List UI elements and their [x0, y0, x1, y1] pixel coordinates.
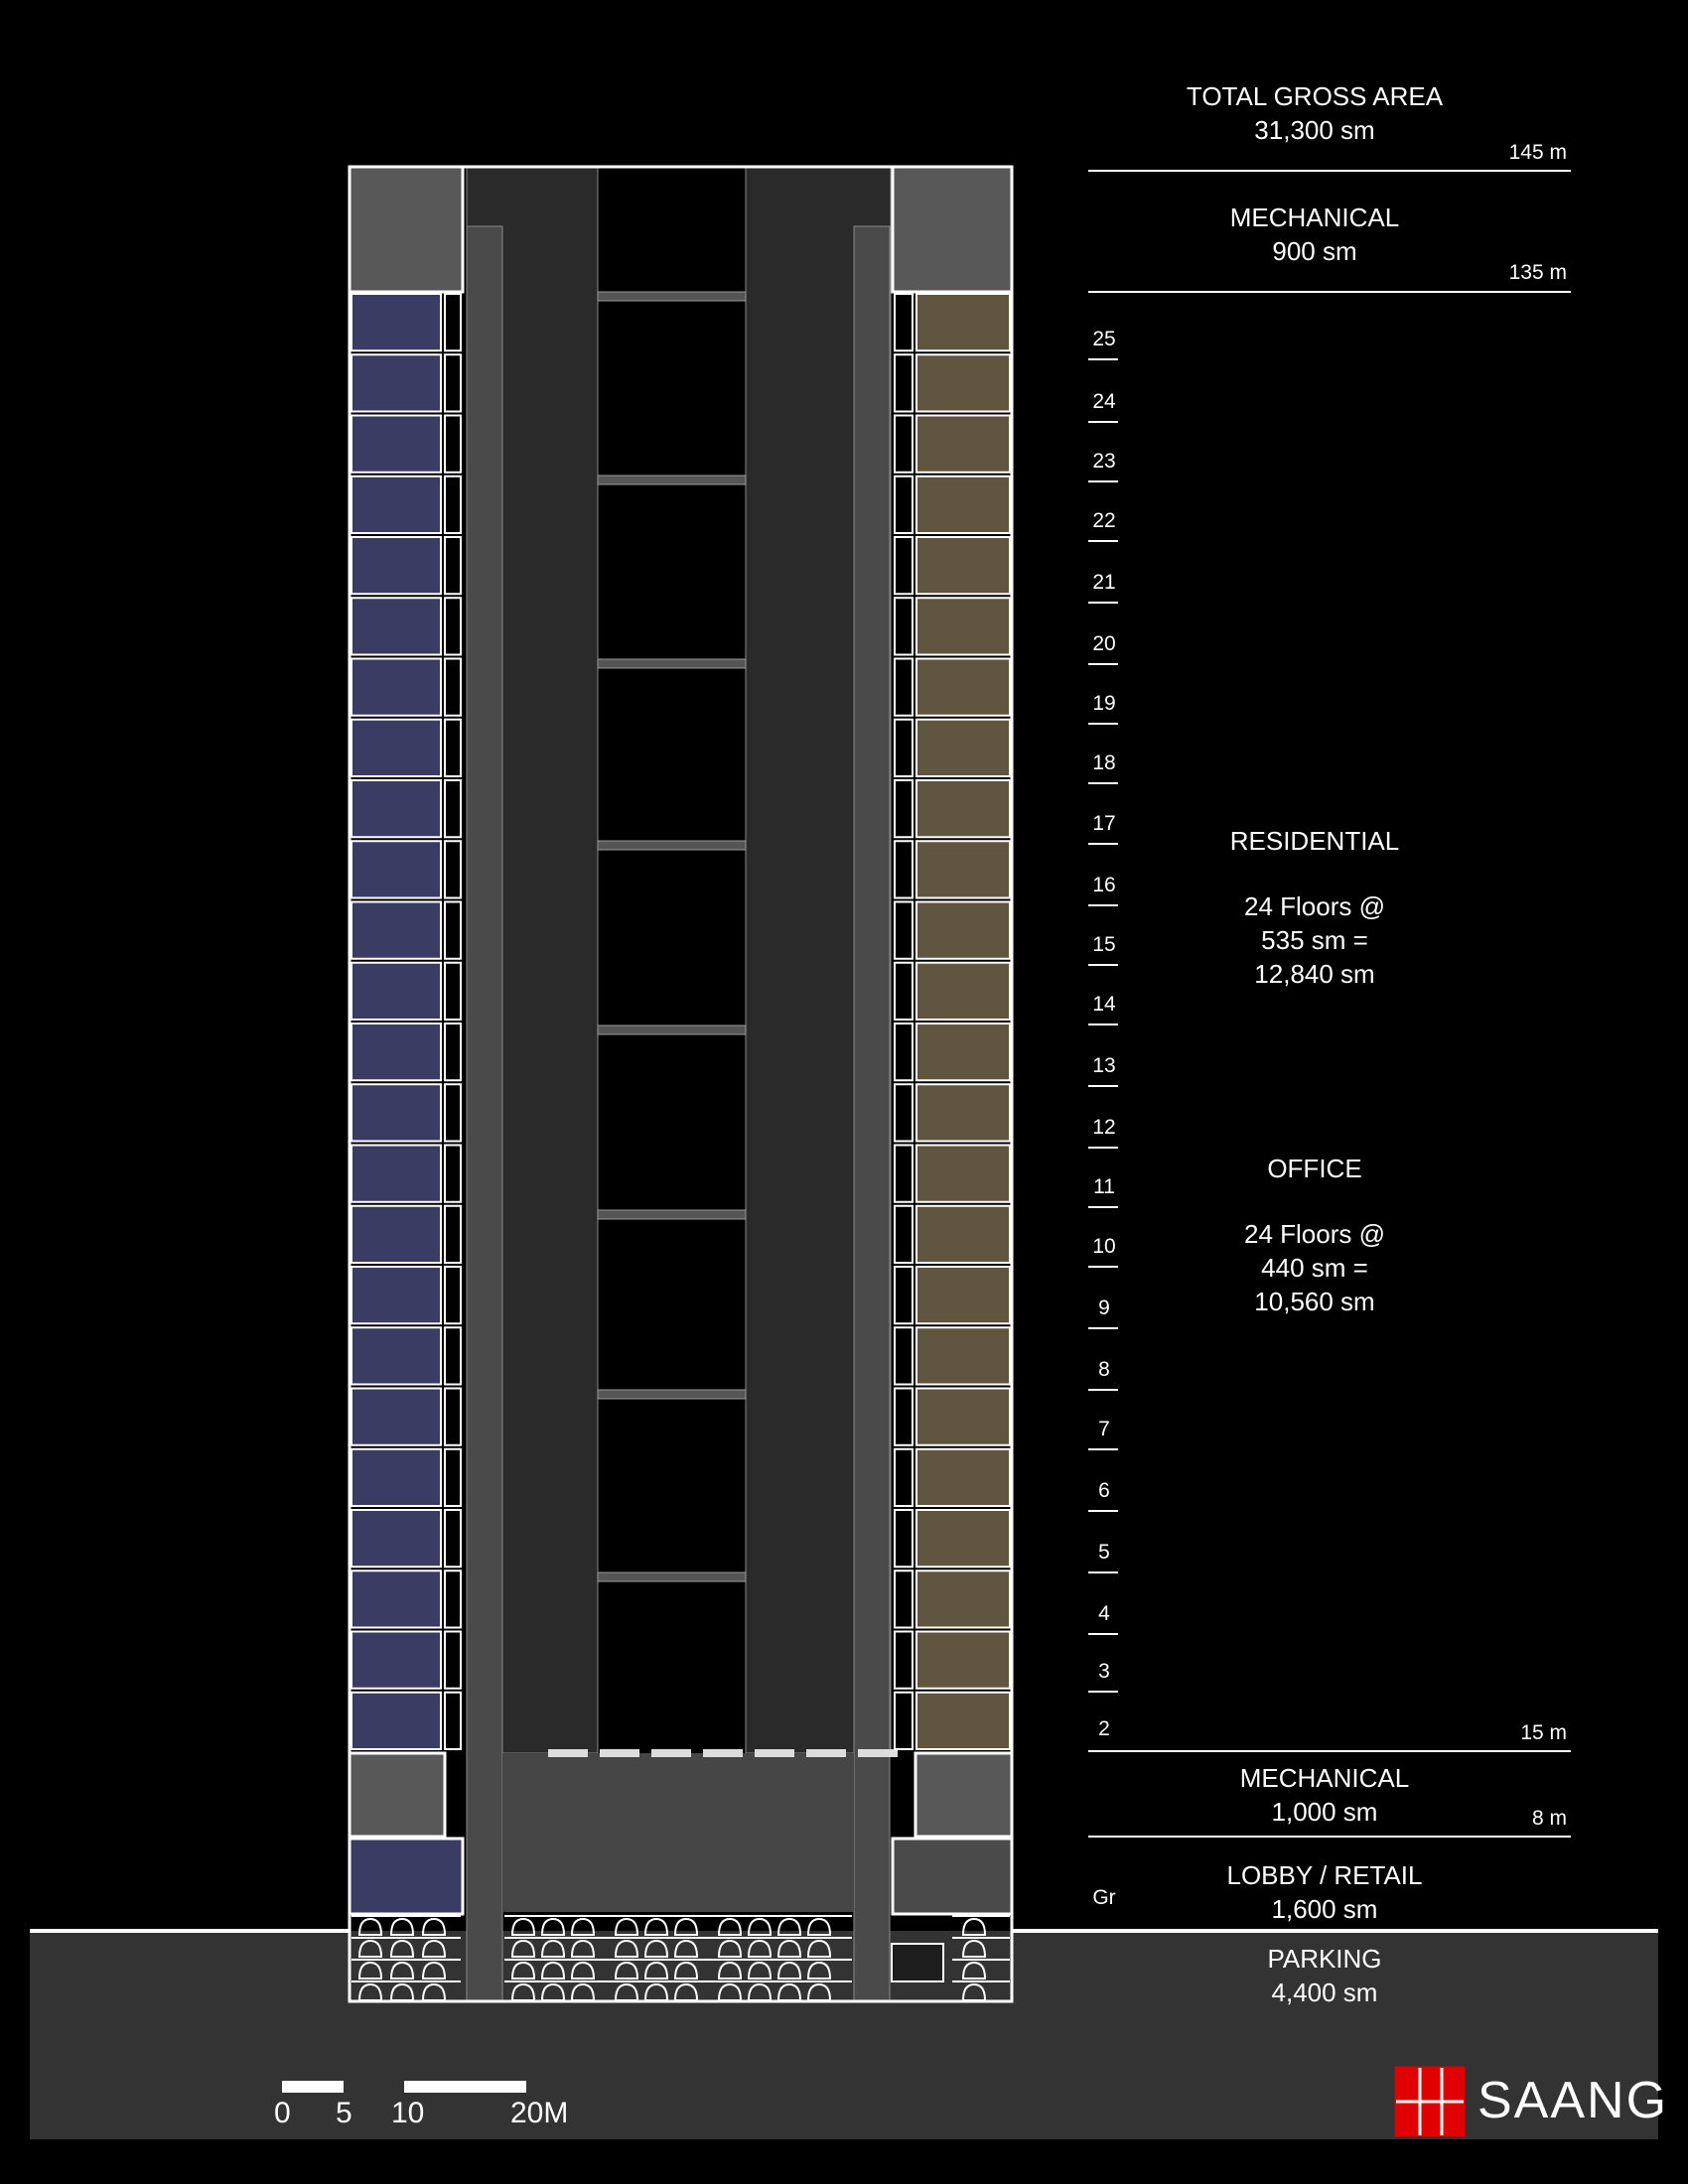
mechanical-top-right: [893, 167, 1012, 292]
parking-ramp: [892, 1944, 943, 1981]
floor-label-3: 3: [1098, 1660, 1110, 1683]
office-floor-core-strip: [445, 963, 461, 1020]
podium-dash: [548, 1749, 588, 1757]
residential-floor-core-strip: [895, 963, 913, 1020]
residential-floor-panel: [916, 1693, 1010, 1749]
residential-floor-panel: [916, 780, 1010, 837]
office-floor-core-strip: [445, 1693, 461, 1749]
office-floor-panel: [352, 1024, 441, 1080]
floor-label-22: 22: [1092, 509, 1116, 532]
residential-floor-core-strip: [895, 1267, 913, 1323]
residential-floor-core-strip: [895, 659, 913, 716]
office-line2: 440 sm =: [1261, 1253, 1368, 1283]
podium-dash: [858, 1749, 898, 1757]
mechanical-low-right: [915, 1753, 1012, 1837]
office-floor-core-strip: [445, 1267, 461, 1323]
office-floor-panel: [352, 1267, 441, 1323]
atrium-beam: [598, 1025, 746, 1034]
atrium-beam: [598, 841, 746, 850]
floor-label-17: 17: [1092, 812, 1116, 835]
atrium-beam: [598, 292, 746, 301]
mechanical-top-title: MECHANICAL: [1229, 203, 1400, 232]
residential-floor-panel: [916, 598, 1010, 654]
office-floor-core-strip: [445, 1327, 461, 1384]
office-panels: [352, 294, 461, 1749]
office-floor-panel: [352, 477, 441, 533]
office-floor-panel: [352, 720, 441, 776]
office-floor-core-strip: [445, 1570, 461, 1627]
floor-label-gr: Gr: [1092, 1886, 1116, 1909]
mechanical-low-title: MECHANICAL: [1239, 1763, 1410, 1793]
residential-floor-core-strip: [895, 354, 913, 411]
floor-label-16: 16: [1092, 874, 1116, 896]
residential-floor-panel: [916, 1084, 1010, 1141]
residential-floor-panel: [916, 1389, 1010, 1445]
office-floor-panel: [352, 537, 441, 594]
parking-label: [1148, 1942, 1501, 2009]
elevation-145: 145 m: [1508, 141, 1567, 164]
residential-floor-core-strip: [895, 902, 913, 959]
floor-label-10: 10: [1092, 1235, 1116, 1258]
scale-label-20m: 20M: [510, 2097, 569, 2129]
residential-floor-core-strip: [895, 720, 913, 776]
lobby-left: [350, 1839, 463, 1914]
residential-floor-panel: [916, 1267, 1010, 1323]
total-title: TOTAL GROSS AREA: [1186, 81, 1444, 111]
floor-label-15: 15: [1092, 933, 1116, 956]
residential-floor-core-strip: [895, 780, 913, 837]
office-floor-core-strip: [445, 477, 461, 533]
office-floor-core-strip: [445, 598, 461, 654]
elevation-15: 15 m: [1520, 1721, 1567, 1744]
level-lines: [1088, 171, 1571, 1837]
residential-floor-core-strip: [895, 1024, 913, 1080]
residential-floor-panel: [916, 294, 1010, 350]
residential-floor-panel: [916, 902, 1010, 959]
office-floor-core-strip: [445, 659, 461, 716]
residential-floor-panel: [916, 1510, 1010, 1567]
mechanical-top-value: 900 sm: [1272, 236, 1357, 266]
residential-floor-panel: [916, 354, 1010, 411]
residential-floor-panel: [916, 537, 1010, 594]
elevation-8: 8 m: [1531, 1807, 1567, 1830]
office-floor-core-strip: [445, 354, 461, 411]
residential-floor-core-strip: [895, 1084, 913, 1141]
floor-label-21: 21: [1092, 571, 1116, 594]
floor-label-14: 14: [1092, 993, 1116, 1016]
office-floor-panel: [352, 902, 441, 959]
scale-bar-segment-1: [282, 2081, 344, 2093]
mechanical-low-label: [1148, 1761, 1501, 1829]
office-floor-core-strip: [445, 1510, 461, 1567]
floor-label-11: 11: [1093, 1175, 1115, 1198]
residential-floor-core-strip: [895, 841, 913, 897]
podium-dash: [651, 1749, 691, 1757]
residential-floor-core-strip: [895, 598, 913, 654]
lobby-right: [893, 1839, 1012, 1914]
residential-floor-core-strip: [895, 537, 913, 594]
office-floor-core-strip: [445, 1024, 461, 1080]
podium-dash: [600, 1749, 639, 1757]
office-floor-panel: [352, 841, 441, 897]
residential-floor-panel: [916, 1146, 1010, 1202]
floor-label-8: 8: [1098, 1358, 1110, 1381]
residential-floor-core-strip: [895, 1449, 913, 1506]
residential-floor-panel: [916, 659, 1010, 716]
scale-label-5: 5: [336, 2097, 352, 2129]
residential-floor-panel: [916, 477, 1010, 533]
residential-floor-core-strip: [895, 1146, 913, 1202]
residential-line1: 24 Floors @: [1244, 891, 1385, 921]
residential-floor-panel: [916, 1024, 1010, 1080]
floor-label-23: 23: [1092, 450, 1116, 473]
office-floor-core-strip: [445, 720, 461, 776]
parking-value: 4,400 sm: [1271, 1978, 1378, 2007]
mechanical-low-left: [350, 1753, 445, 1837]
floor-label-7: 7: [1098, 1418, 1110, 1440]
mechanical-top-left: [350, 167, 463, 292]
office-line3: 10,560 sm: [1254, 1287, 1375, 1316]
office-title: OFFICE: [1267, 1154, 1362, 1183]
office-floor-core-strip: [445, 294, 461, 350]
podium-block: [502, 1753, 854, 1912]
residential-floor-core-strip: [895, 1632, 913, 1689]
elevation-135: 135 m: [1508, 261, 1567, 284]
floor-label-24: 24: [1092, 390, 1116, 413]
saang-logo-text: SAANG: [1477, 2072, 1669, 2129]
floor-label-4: 4: [1098, 1602, 1110, 1625]
residential-line3: 12,840 sm: [1254, 959, 1375, 989]
lobby-title: LOBBY / RETAIL: [1226, 1860, 1423, 1890]
office-floor-core-strip: [445, 1206, 461, 1263]
floor-label-2: 2: [1098, 1717, 1110, 1740]
office-floor-panel: [352, 1389, 441, 1445]
podium-dash: [806, 1749, 846, 1757]
office-floor-panel: [352, 1327, 441, 1384]
residential-floor-panel: [916, 720, 1010, 776]
residential-floor-core-strip: [895, 1327, 913, 1384]
office-floor-panel: [352, 780, 441, 837]
central-core: [467, 167, 898, 2001]
office-floor-core-strip: [445, 416, 461, 473]
atrium-beam: [598, 1572, 746, 1581]
atrium-beam: [598, 1390, 746, 1399]
office-label: [1138, 1152, 1491, 1318]
office-floor-core-strip: [445, 902, 461, 959]
office-line1: 24 Floors @: [1244, 1219, 1385, 1249]
residential-floor-panel: [916, 1449, 1010, 1506]
residential-floor-core-strip: [895, 294, 913, 350]
residential-floor-core-strip: [895, 1510, 913, 1567]
floor-label-5: 5: [1098, 1541, 1110, 1564]
residential-floor-panel: [916, 1570, 1010, 1627]
office-floor-panel: [352, 963, 441, 1020]
mechanical-low-value: 1,000 sm: [1271, 1797, 1378, 1827]
office-floor-core-strip: [445, 1084, 461, 1141]
residential-floor-core-strip: [895, 1206, 913, 1263]
floor-label-9: 9: [1098, 1297, 1110, 1319]
office-floor-panel: [352, 598, 441, 654]
office-floor-core-strip: [445, 537, 461, 594]
atrium-beams: [598, 292, 746, 1581]
residential-title: RESIDENTIAL: [1229, 826, 1400, 856]
office-floor-panel: [352, 659, 441, 716]
office-floor-panel: [352, 1206, 441, 1263]
office-floor-panel: [352, 1449, 441, 1506]
residential-floor-core-strip: [895, 416, 913, 473]
office-floor-core-strip: [445, 841, 461, 897]
floor-label-13: 13: [1092, 1054, 1116, 1077]
lobby-value: 1,600 sm: [1271, 1894, 1378, 1924]
office-floor-core-strip: [445, 1146, 461, 1202]
residential-floor-panel: [916, 416, 1010, 473]
floor-label-20: 20: [1092, 632, 1116, 655]
floor-label-6: 6: [1098, 1479, 1110, 1502]
floor-label-12: 12: [1092, 1116, 1116, 1139]
scale-bar-segment-2: [404, 2081, 526, 2093]
office-floor-core-strip: [445, 1389, 461, 1445]
residential-line2: 535 sm =: [1261, 925, 1368, 955]
residential-column: [893, 167, 1012, 1914]
residential-floor-panel: [916, 841, 1010, 897]
office-floor-core-strip: [445, 1632, 461, 1689]
podium-dash: [755, 1749, 794, 1757]
residential-floor-core-strip: [895, 477, 913, 533]
office-floor-core-strip: [445, 780, 461, 837]
office-floor-panel: [352, 1693, 441, 1749]
scale-label-10: 10: [391, 2097, 425, 2129]
total-value: 31,300 sm: [1254, 115, 1375, 145]
office-floor-panel: [352, 1510, 441, 1567]
residential-floor-core-strip: [895, 1389, 913, 1445]
saang-logo-mark: [1396, 2068, 1464, 2135]
atrium-beam: [598, 1210, 746, 1219]
residential-floor-panel: [916, 1632, 1010, 1689]
lobby-label: [1148, 1858, 1501, 1926]
office-floor-panel: [352, 416, 441, 473]
residential-floor-panel: [916, 1206, 1010, 1263]
total-gross-area-label: [1138, 79, 1491, 147]
floor-label-19: 19: [1092, 692, 1116, 715]
office-floor-panel: [352, 1146, 441, 1202]
office-floor-panel: [352, 1632, 441, 1689]
office-floor-panel: [352, 1570, 441, 1627]
residential-floor-core-strip: [895, 1570, 913, 1627]
residential-panels: [895, 294, 1010, 1749]
podium-dashes: [548, 1749, 898, 1757]
floor-label-25: 25: [1092, 328, 1116, 350]
atrium-beam: [598, 659, 746, 668]
office-floor-panel: [352, 294, 441, 350]
mechanical-top-label: [1138, 201, 1491, 268]
office-floor-panel: [352, 354, 441, 411]
floor-label-18: 18: [1092, 751, 1116, 774]
office-floor-panel: [352, 1084, 441, 1141]
residential-floor-panel: [916, 1327, 1010, 1384]
office-column: [350, 167, 463, 1914]
residential-floor-core-strip: [895, 1693, 913, 1749]
residential-label: [1138, 824, 1491, 991]
residential-floor-panel: [916, 963, 1010, 1020]
atrium-beam: [598, 476, 746, 484]
scale-label-0: 0: [274, 2097, 291, 2129]
parking-title: PARKING: [1267, 1944, 1382, 1974]
office-floor-core-strip: [445, 1449, 461, 1506]
podium-dash: [703, 1749, 743, 1757]
